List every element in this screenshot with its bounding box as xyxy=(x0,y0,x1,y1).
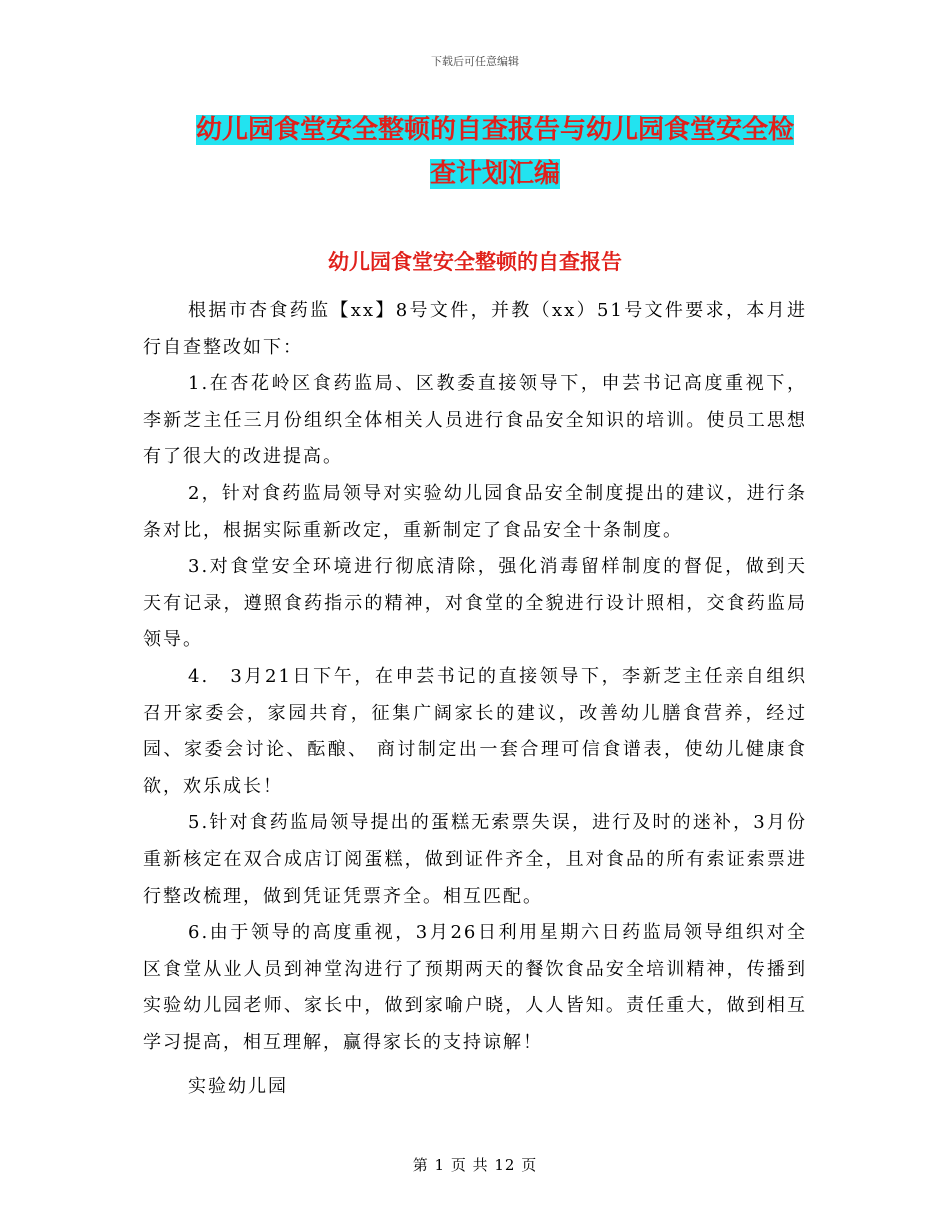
paragraph-item-6: 6.由于领导的高度重视，3月26日利用星期六日药监局领导组织对全区食堂从业人员到神堂沟进行了预期两天的餐饮食品安全培训精神，传播到实验幼儿园老师、家长中，做到家喻户晓，人人皆知。责任重大，做到相互学习提高，相互理解，赢得家长的支持谅解！ xyxy=(143,922,807,1053)
document-title xyxy=(170,108,820,196)
signature: 实验幼儿园 xyxy=(188,1076,288,1097)
paragraph-item-1: 1.在杏花岭区食药监局、区教委直接领导下，申芸书记高度重视下，李新芝主任三月份组织全体相关人员进行食品安全知识的培训。使员工思想有了很大的改进提高。 xyxy=(143,373,807,468)
paragraph-intro: 根据市杏食药监【xx】8号文件，并教（xx）51号文件要求，本月进行自查整改如下： xyxy=(143,300,807,358)
paragraph-item-5: 5.针对食药监局领导提出的蛋糕无索票失误，进行及时的迷补，3月份重新核定在双合成店订阅蛋糕，做到证件齐全，且对食品的所有索证索票进行整改梳理，做到凭证凭票齐全。相互匹配。 xyxy=(143,812,807,907)
paragraph-item-3: 3.对食堂安全环境进行彻底清除，强化消毒留样制度的督促，做到天天有记录，遵照食药指示的精神，对食堂的全貌进行设计照相，交食药监局领导。 xyxy=(143,556,807,651)
report-body xyxy=(143,293,807,1061)
document-title-line-1: 幼儿园食堂安全整顿的自查报告与幼儿园食堂安全检 xyxy=(195,115,794,145)
paragraph-item-4: 4. 3月21日下午，在申芸书记的直接领导下，李新芝主任亲自组织召开家委会，家园共育，征集广阔家长的建议，改善幼儿膳食营养，经过园、家委会讨论、酝酿、 商讨制定出一套合理可信食谱表，使幼儿健康食欲，欢乐成长！ xyxy=(143,665,807,797)
section-title: 幼儿园食堂安全整顿的自查报告 xyxy=(328,250,622,274)
paragraph-item-2: 2，针对食药监局领导对实验幼儿园食品安全制度提出的建议，进行条条对比，根据实际重新改定，重新制定了食品安全十条制度。 xyxy=(143,482,807,541)
document-title-line-2: 查计划汇编 xyxy=(429,159,560,189)
page-footer: 第 1 页 共 12 页 xyxy=(412,1156,538,1174)
page-header-note: 下载后可任意编辑 xyxy=(431,55,519,68)
